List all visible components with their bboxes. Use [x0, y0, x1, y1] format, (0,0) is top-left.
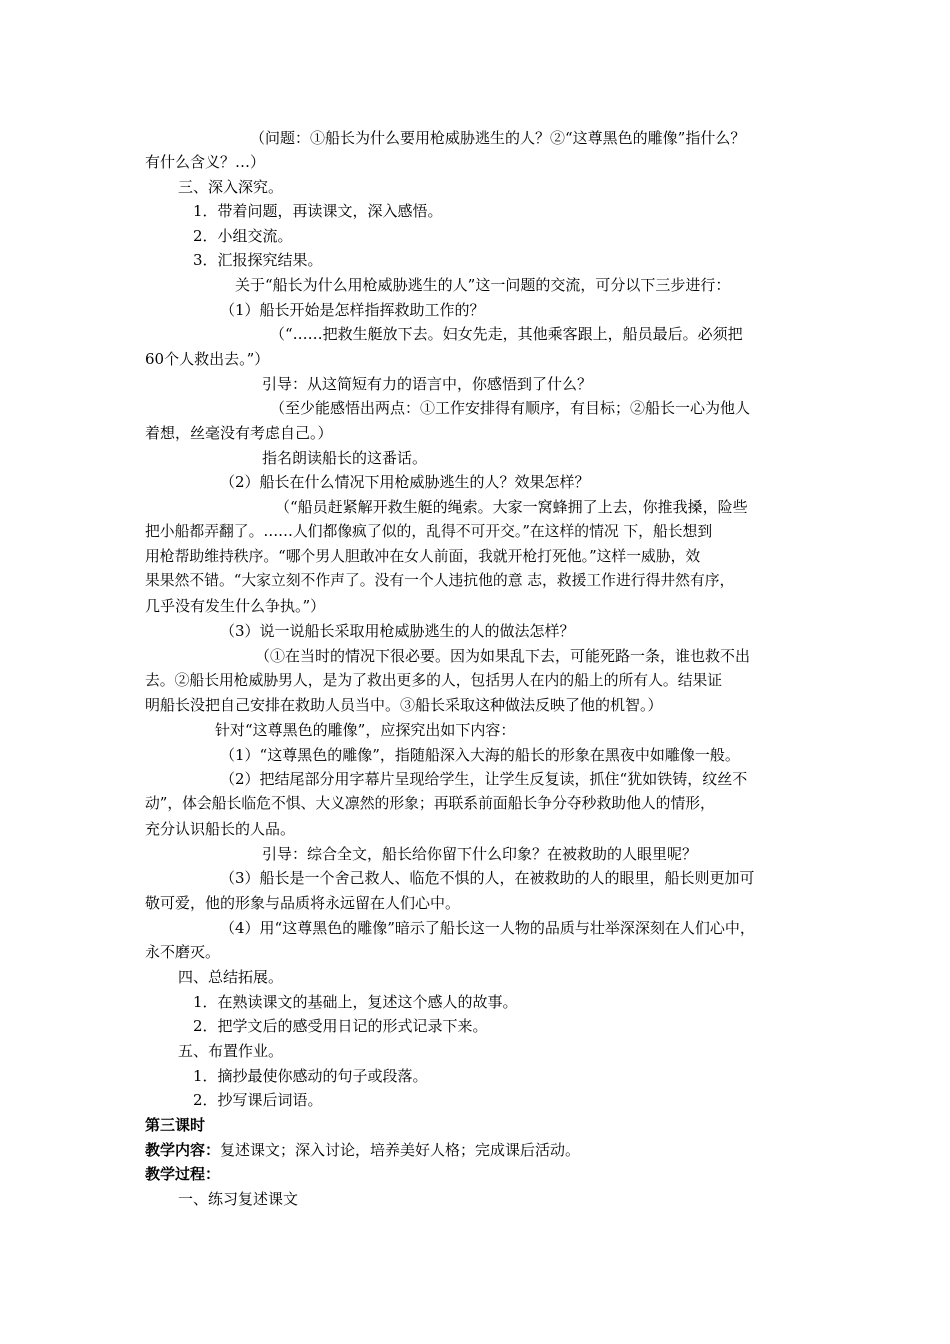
teaching-content-line — [145, 1138, 815, 1162]
paragraph-line: 针对“这尊黑色的雕像”，应探究出如下内容： — [215, 721, 516, 739]
list-item: 2．抄写课后词语。 — [193, 1091, 323, 1109]
paragraph-line: 把小船都弄翻了。……人们都像疯了似的，乱得不可开交。”在这样的情况 下，船长想到 — [145, 523, 713, 540]
paragraph-line: 永不磨灭。 — [145, 943, 221, 961]
teaching-content-value: 复述课文；深入讨论，培养美好人格；完成课后活动。 — [220, 1141, 581, 1159]
teaching-content-label: 教学内容： — [145, 1141, 221, 1159]
list-item: 1．摘抄最使你感动的句子或段落。 — [193, 1067, 428, 1085]
question-line: （3）说一说船长采取用枪威胁逃生的人的做法怎样？ — [220, 622, 575, 640]
list-item: （2）把结尾部分用字幕片呈现给学生，让学生反复读，抓住“犹如铁铸，纹丝不 — [220, 770, 748, 788]
paragraph-line: （“船员赶紧解开救生艇的绳索。大家一窝蜂拥了上去，你推我搡，险些 — [275, 498, 748, 516]
list-item: 1．在熟读课文的基础上，复述这个感人的故事。 — [193, 993, 518, 1011]
section-heading: 三、深入深究。 — [178, 178, 284, 196]
paragraph-line: （①在当时的情况下很必要。因为如果乱下去，可能死路一条，谁也救不出 — [255, 647, 751, 665]
paragraph-line: （“……把救生艇放下去。妇女先走，其他乘客跟上，船员最后。必须把 — [270, 325, 743, 343]
list-item: 1．带着问题，再读课文，深入感悟。 — [193, 202, 443, 220]
paragraph-line: 有什么含义？…） — [145, 153, 266, 171]
section-heading: 四、总结拓展。 — [178, 968, 284, 986]
paragraph-line: 着想，丝毫没有考虑自己。） — [145, 424, 333, 442]
paragraph-line: 指名朗读船长的这番话。 — [262, 449, 428, 467]
list-item: 2．小组交流。 — [193, 227, 293, 245]
list-item: （4）用“这尊黑色的雕像”暗示了船长这一人物的品质与壮举深深刻在人们心中， — [220, 919, 755, 937]
section-heading: 一、练习复述课文 — [178, 1190, 299, 1208]
guide-line: 引导：从这简短有力的语言中，你感悟到了什么？ — [262, 375, 593, 393]
paragraph-line: 用枪帮助维持秩序。“哪个男人胆敢冲在女人前面，我就开枪打死他。”这样一威胁，效 — [145, 548, 701, 565]
paragraph-line: 几乎没有发生什么争执。”） — [145, 597, 326, 615]
list-item: （3）船长是一个舍己救人、临危不惧的人，在被救助的人的眼里，船长则更加可 — [220, 869, 755, 887]
paragraph-line: 去。②船长用枪威胁男人，是为了救出更多的人，包括男人在内的船上的所有人。结果证 — [145, 672, 723, 689]
paragraph-line: 60个人救出去。”） — [145, 350, 270, 368]
guide-line: 引导：综合全文，船长给你留下什么印象？在被救助的人眼里呢？ — [262, 845, 698, 863]
section-heading: 五、布置作业。 — [178, 1042, 284, 1060]
paragraph-line: 果果然不错。“大家立刻不作声了。没有一个人违抗他的意 志，救援工作进行得井然有序， — [145, 572, 735, 589]
list-item: 2．把学文后的感受用日记的形式记录下来。 — [193, 1017, 488, 1035]
paragraph-line: （至少能感悟出两点：①工作安排得有顺序，有目标；②船长一心为他人 — [270, 399, 751, 417]
paragraph-line: 充分认识船长的人品。 — [145, 820, 296, 838]
paragraph-line: 关于“船长为什么用枪威胁逃生的人”这一问题的交流，可分以下三步进行： — [235, 276, 731, 294]
paragraph-line: 明船长没把自己安排在救助人员当中。③船长采取这种做法反映了他的机智。） — [145, 696, 663, 714]
paragraph-line: 动”，体会船长临危不惧、大义凛然的形象；再联系前面船长争分夺秒救助他人的情形， — [145, 795, 715, 812]
list-item: 3．汇报探究结果。 — [193, 251, 323, 269]
question-line: （1）船长开始是怎样指挥救助工作的？ — [220, 301, 485, 319]
paragraph-line: （问题：①船长为什么要用枪威胁逃生的人？②“这尊黑色的雕像”指什么？ — [250, 129, 746, 147]
lesson-heading: 第三课时 — [145, 1116, 206, 1134]
paragraph-line: 敬可爱，他的形象与品质将永远留在人们心中。 — [145, 894, 461, 912]
list-item: （1）“这尊黑色的雕像”，指随船深入大海的船长的形象在黑夜中如雕像一般。 — [220, 746, 740, 764]
question-line: （2）船长在什么情况下用枪威胁逃生的人？效果怎样？ — [220, 473, 590, 491]
teaching-process-label: 教学过程： — [145, 1165, 221, 1183]
